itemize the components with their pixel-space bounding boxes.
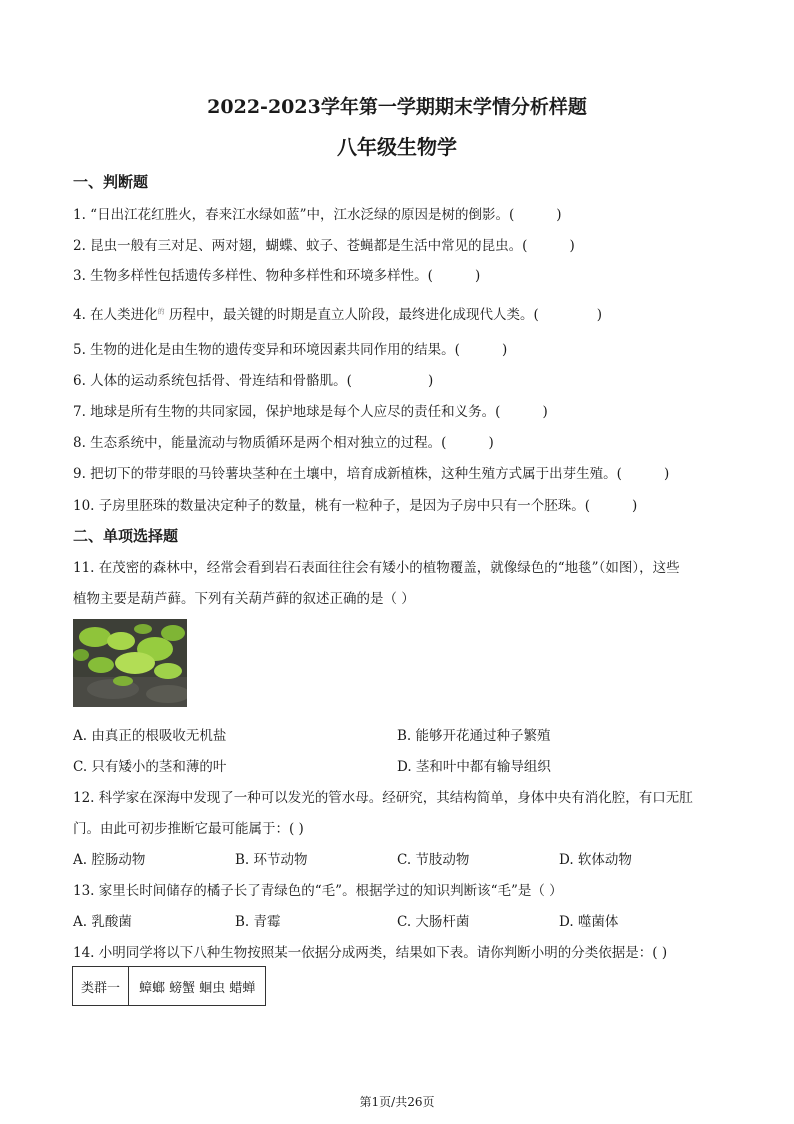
table-row bbox=[73, 967, 266, 1006]
exam-subtitle: 八年级生物学 bbox=[337, 135, 457, 159]
q11-option-c: C. 只有矮小的茎和薄的叶 bbox=[73, 759, 227, 775]
question-11-line1: 11. 在茂密的森林中，经常会看到岩石表面往往会有矮小的植物覆盖，就像绿色的“地毯”（如图），这些 bbox=[73, 560, 680, 576]
question-6: 6. 人体的运动系统包括骨、骨连结和骨骼肌。( ) bbox=[73, 373, 434, 389]
classification-table bbox=[72, 966, 266, 1006]
q11-option-b: B. 能够开花通过种子繁殖 bbox=[397, 728, 551, 744]
q12-option-d: D. 软体动物 bbox=[559, 852, 632, 868]
table-group-label: 类群一 bbox=[73, 967, 129, 1006]
exam-title: 2022-2023学年第一学期期末学情分析样题 bbox=[207, 96, 587, 118]
question-12-line1: 12. 科学家在深海中发现了一种可以发光的管水母。经研究，其结构简单，身体中央有消化腔，有口无肛 bbox=[73, 790, 693, 806]
question-11-line2: 植物主要是葫芦藓。下列有关葫芦藓的叙述正确的是（ ） bbox=[73, 591, 415, 607]
section-title-choice: 二、单项选择题 bbox=[73, 527, 179, 545]
question-9: 9. 把切下的带芽眼的马铃薯块茎种在土壤中，培育成新植株，这种生殖方式属于出芽生殖。( ) bbox=[73, 466, 670, 482]
question-12-line2: 门。由此可初步推断它最可能属于：( ) bbox=[73, 821, 304, 837]
q11-option-d: D. 茎和叶中都有输导组织 bbox=[397, 759, 551, 775]
page-number: 第1页/共26页 bbox=[359, 1095, 435, 1109]
question-14-line1: 14. 小明同学将以下八种生物按照某一依据分成两类，结果如下表。请你判断小明的分类依据是：( ) bbox=[73, 945, 668, 961]
question-4: 4. 在人类进化$^的$ 历程中，最关键的时期是直立人阶段，最终进化成现代人类。( ) bbox=[73, 307, 603, 323]
q13-option-d: D. 噬菌体 bbox=[559, 914, 619, 930]
question-13-line1: 13. 家里长时间储存的橘子长了青绿色的“毛”。根据学过的知识判断该“毛”是（ ） bbox=[73, 883, 563, 899]
q12-option-c: C. 节肢动物 bbox=[397, 852, 470, 868]
moss-photo bbox=[73, 619, 187, 707]
superscript-mark: 的 bbox=[157, 307, 165, 316]
q13-option-a: A. 乳酸菌 bbox=[73, 914, 132, 930]
question-2: 2. 昆虫一般有三对足、两对翅，蝴蝶、蚊子、苍蝇都是生活中常见的昆虫。( ) bbox=[73, 238, 575, 254]
q11-option-a: A. 由真正的根吸收无机盐 bbox=[73, 728, 227, 744]
question-10: 10. 子房里胚珠的数量决定种子的数量，桃有一粒种子，是因为子房中只有一个胚珠。( ) bbox=[73, 498, 638, 514]
question-5: 5. 生物的进化是由生物的遗传变异和环境因素共同作用的结果。( ) bbox=[73, 342, 508, 358]
q13-option-b: B. 青霉 bbox=[235, 914, 281, 930]
section-title-judgment: 一、判断题 bbox=[73, 173, 149, 191]
question-8: 8. 生态系统中，能量流动与物质循环是两个相对独立的过程。( ) bbox=[73, 435, 494, 451]
q12-option-a: A. 腔肠动物 bbox=[73, 852, 146, 868]
q13-option-c: C. 大肠杆菌 bbox=[397, 914, 470, 930]
table-group-members: 蟑螂 螃蟹 蛔虫 蜡蝉 bbox=[129, 967, 266, 1006]
q12-option-b: B. 环节动物 bbox=[235, 852, 308, 868]
question-7: 7. 地球是所有生物的共同家园，保护地球是每个人应尽的责任和义务。( ) bbox=[73, 404, 548, 420]
question-1: 1. “日出江花红胜火，春来江水绿如蓝”中，江水泛绿的原因是树的倒影。( ) bbox=[73, 207, 562, 223]
question-3: 3. 生物多样性包括遗传多样性、物种多样性和环境多样性。( ) bbox=[73, 268, 481, 284]
